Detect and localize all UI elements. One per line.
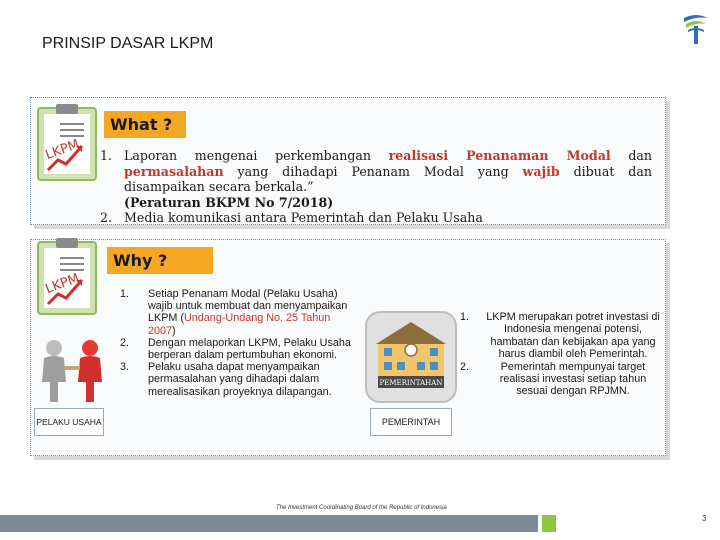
- law-ref: Undang-Undang No. 25 Tahun 2007: [148, 312, 331, 337]
- pemerintah-label: PEMERINTAH: [370, 408, 452, 436]
- highlight-realisasi: realisasi Penanaman Modal: [388, 148, 611, 163]
- highlight-permasalahan: permasalahan: [124, 163, 224, 179]
- list-item: [120, 288, 360, 337]
- why-left-list: [120, 288, 360, 398]
- lkpm-report-icon: [36, 238, 102, 316]
- government-building-icon: [364, 310, 458, 404]
- bkpm-logo-icon: [678, 10, 714, 46]
- pelaku-usaha-label: PELAKU USAHA: [34, 408, 104, 436]
- item-number: 3.: [120, 361, 130, 374]
- building-sign: PEMERINTAHAN: [379, 379, 443, 387]
- doc-label: LKPM: [43, 137, 82, 164]
- what-header: What ?: [104, 111, 186, 138]
- item-number: 1.: [120, 288, 130, 300]
- footer-org-text: The Investment Coordinating Board of the Republic of Indonesia: [276, 505, 447, 511]
- what-list: [100, 148, 652, 226]
- why-right-list: [460, 311, 660, 398]
- item-text: Media komunikasi antara Pemerintah dan Pelaku Usaha: [124, 210, 483, 226]
- item-text: LKPM merupakan potret investasi di Indonesia mengenai potensi, hambatan dan kebijakan apa yang harus diambil oleh Pemerintah.: [486, 311, 660, 361]
- highlight-wajib: wajib: [522, 163, 560, 179]
- item-number: 1.: [460, 311, 470, 323]
- item-text: Dengan melaporkan LKPM, Pelaku Usaha berperan dalam pertumbuhan ekonomi.: [148, 336, 351, 362]
- list-item: [120, 337, 360, 361]
- footer-bar: [0, 515, 538, 532]
- item-text: Setiap Penanam Modal (Pelaku Usaha) wajib untuk membuat dan menyampaikan LKPM (Undang-Undang No. 25 Tahun 2007): [148, 288, 348, 337]
- item-text: Laporan mengenai perkembangan realisasi Penanaman Modal dan permasalahan yang dihadapi Penanam Modal yang wajib dibuat dan disampaikan secara berkala.” (Peraturan BKPM No 7/2018): [124, 148, 652, 210]
- why-header: Why ?: [107, 247, 213, 274]
- list-item: [100, 210, 652, 226]
- list-item: [120, 361, 360, 398]
- handshake-icon: [32, 338, 112, 404]
- list-item: [100, 148, 652, 210]
- item-number: 2.: [460, 360, 470, 373]
- page-number: 3: [702, 514, 707, 523]
- regulation-ref: (Peraturan BKPM No 7/2018): [124, 194, 334, 210]
- item-number: 1.: [100, 148, 113, 163]
- item-text: Pemerintah mempunyai target realisasi investasi setiap tahun sesuai dengan RPJMN.: [499, 360, 647, 398]
- slide-title: PRINSIP DASAR LKPM: [42, 35, 214, 52]
- list-item: [460, 361, 660, 398]
- item-text: Pelaku usaha dapat menyampaikan permasalahan yang dihadapi dalam merealisasikan proyeknya dilapangan.: [148, 361, 332, 398]
- item-number: 2.: [120, 336, 130, 349]
- lkpm-report-icon: [36, 104, 102, 182]
- footer-accent: [542, 515, 556, 532]
- item-number: 2.: [100, 210, 113, 226]
- doc-label: LKPM: [43, 271, 82, 298]
- list-item: [460, 311, 660, 361]
